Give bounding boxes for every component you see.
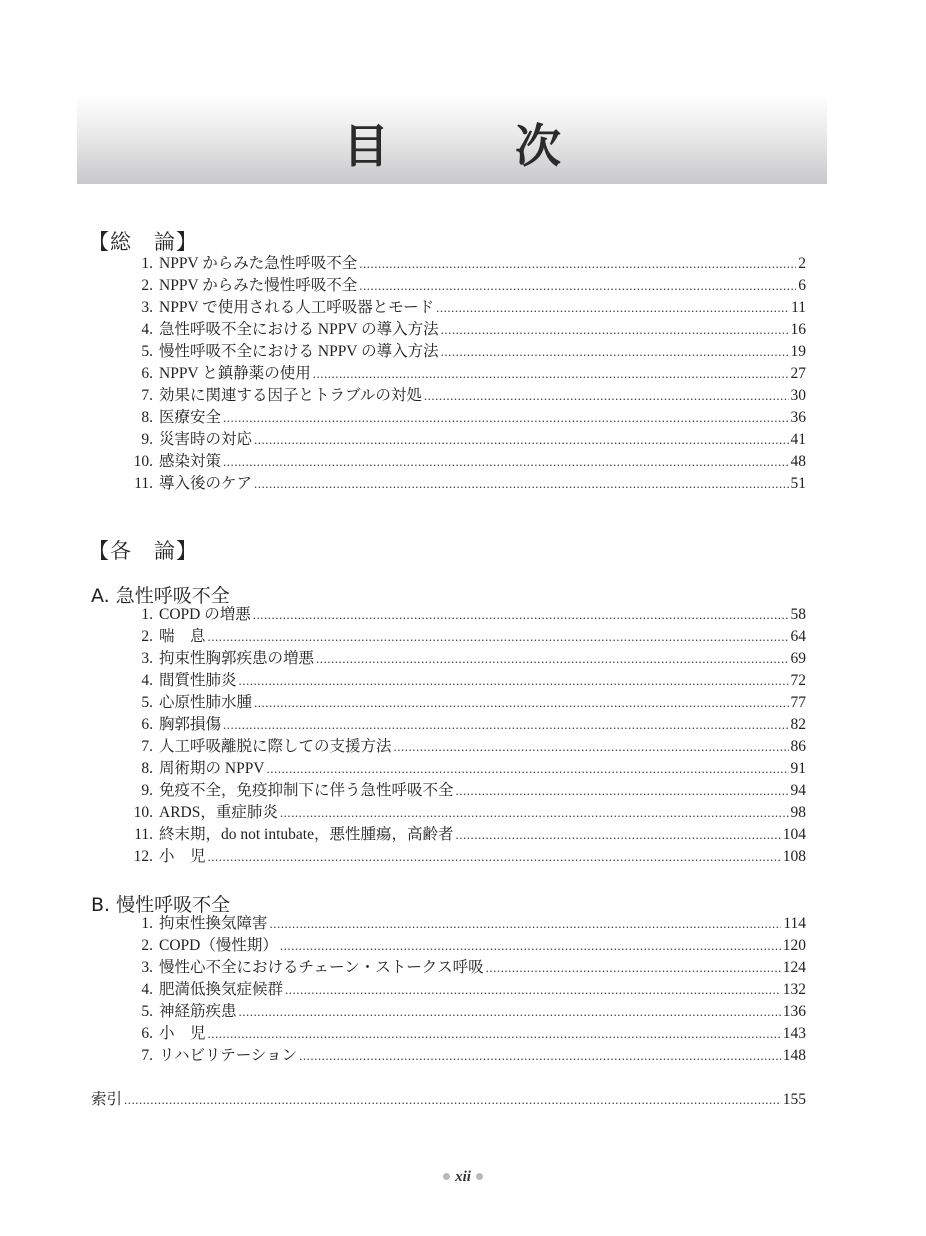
- entry-number: 4.: [141, 981, 153, 998]
- entry-number: 9.: [141, 431, 153, 448]
- toc-entry[interactable]: [91, 979, 806, 1001]
- entry-number: 6.: [141, 716, 153, 733]
- entry-page: 148: [782, 1047, 806, 1064]
- entry-page: 6: [798, 277, 806, 294]
- entry-number: 7.: [141, 1047, 153, 1064]
- entry-page: 91: [790, 760, 806, 777]
- entry-title: NPPV からみた急性呼吸不全: [159, 255, 358, 272]
- toc-entry[interactable]: [91, 297, 806, 319]
- entry-title: 災害時の対応: [159, 431, 253, 448]
- index-page: 155: [782, 1091, 806, 1108]
- entry-title: NPPV で使用される人工呼吸器とモード: [159, 299, 435, 316]
- entry-number: 3.: [141, 299, 153, 316]
- entry-number: 8.: [141, 409, 153, 426]
- entry-number: 7.: [141, 387, 153, 404]
- leader-dots: [486, 957, 781, 979]
- toc-entry[interactable]: [91, 319, 806, 341]
- toc-entry[interactable]: [91, 913, 806, 935]
- entry-title: 医療安全: [159, 409, 222, 426]
- entry-title: 小 児: [159, 1025, 206, 1042]
- toc-entry[interactable]: [91, 648, 806, 670]
- leader-dots: [316, 648, 788, 670]
- entry-page: 27: [790, 365, 806, 382]
- leader-dots: [223, 407, 788, 429]
- toc-entry[interactable]: [91, 714, 806, 736]
- leader-dots: [441, 341, 789, 363]
- entry-page: 94: [790, 782, 806, 799]
- toc-entry[interactable]: [91, 846, 806, 868]
- toc-entry[interactable]: [91, 429, 806, 451]
- entry-page: 11: [791, 299, 806, 316]
- toc-entry[interactable]: [91, 275, 806, 297]
- bullet-dot-left: [443, 1173, 450, 1180]
- leader-dots: [239, 670, 789, 692]
- entry-page: 86: [790, 738, 806, 755]
- acute-toc-list: [91, 604, 806, 868]
- toc-entry[interactable]: [91, 1023, 806, 1045]
- toc-entry[interactable]: [91, 253, 806, 275]
- entry-number: 8.: [141, 760, 153, 777]
- entry-title: 胸郭損傷: [159, 716, 222, 733]
- entry-number: 1.: [141, 255, 153, 272]
- entry-title: 人工呼吸離脱に際しての支援方法: [159, 738, 392, 755]
- leader-dots: [441, 319, 789, 341]
- entry-title: COPD（慢性期）: [159, 937, 278, 954]
- leader-dots: [239, 1001, 781, 1023]
- entry-number: 5.: [141, 694, 153, 711]
- entry-page: 108: [782, 848, 806, 865]
- entry-title: 急性呼吸不全における NPPV の導入方法: [159, 321, 439, 338]
- toc-entry[interactable]: [91, 604, 806, 626]
- leader-dots: [124, 1089, 781, 1111]
- toc-entry[interactable]: [91, 451, 806, 473]
- toc-entry[interactable]: [91, 957, 806, 979]
- leader-dots: [456, 780, 789, 802]
- toc-entry[interactable]: [91, 802, 806, 824]
- entry-number: 9.: [141, 782, 153, 799]
- entry-title: 慢性心不全におけるチェーン・ストークス呼吸: [159, 959, 484, 976]
- entry-number: 5.: [141, 343, 153, 360]
- entry-title: 心原性肺水腫: [159, 694, 253, 711]
- entry-page: 132: [782, 981, 806, 998]
- leader-dots: [254, 473, 788, 495]
- entry-page: 77: [790, 694, 806, 711]
- entry-page: 136: [782, 1003, 806, 1020]
- entry-title: 喘 息: [159, 628, 206, 645]
- entry-page: 16: [790, 321, 806, 338]
- leader-dots: [280, 802, 789, 824]
- entry-page: 51: [790, 475, 806, 492]
- entry-number: 12.: [133, 848, 153, 865]
- leader-dots: [208, 846, 781, 868]
- toc-entry[interactable]: [91, 473, 806, 495]
- entry-page: 143: [782, 1025, 806, 1042]
- toc-entry[interactable]: [91, 1045, 806, 1067]
- entry-page: 48: [790, 453, 806, 470]
- entry-number: 6.: [141, 365, 153, 382]
- entry-page: 41: [790, 431, 806, 448]
- entry-page: 36: [790, 409, 806, 426]
- leader-dots: [223, 451, 788, 473]
- entry-number: 2.: [141, 937, 153, 954]
- entry-number: 11.: [134, 826, 153, 843]
- entry-page: 64: [790, 628, 806, 645]
- entry-title: COPD の増悪: [159, 606, 251, 623]
- entry-title: 効果に関連する因子とトラブルの対処: [159, 387, 422, 404]
- chronic-subheading: B. 慢性呼吸不全: [91, 894, 231, 916]
- toc-entry[interactable]: [91, 385, 806, 407]
- leader-dots: [267, 758, 789, 780]
- entry-page: 69: [790, 650, 806, 667]
- entry-title: 慢性呼吸不全における NPPV の導入方法: [159, 343, 439, 360]
- toc-entry[interactable]: [91, 736, 806, 758]
- entry-number: 3.: [141, 650, 153, 667]
- entry-number: 6.: [141, 1025, 153, 1042]
- leader-dots: [424, 385, 789, 407]
- title-banner: [77, 96, 827, 184]
- entry-title: 周術期の NPPV: [159, 760, 265, 777]
- entry-page: 104: [782, 826, 806, 843]
- leader-dots: [456, 824, 781, 846]
- leader-dots: [359, 253, 796, 275]
- entry-title: ARDS，重症肺炎: [159, 804, 278, 821]
- toc-entry[interactable]: [91, 935, 806, 957]
- entry-number: 3.: [141, 959, 153, 976]
- page-number: xii: [455, 1169, 471, 1185]
- leader-dots: [313, 363, 789, 385]
- entry-number: 4.: [141, 672, 153, 689]
- leader-dots: [253, 604, 789, 626]
- entry-title: リハビリテーション: [159, 1047, 298, 1064]
- entry-title: NPPV からみた慢性呼吸不全: [159, 277, 358, 294]
- toc-entry[interactable]: [91, 1001, 806, 1023]
- entry-title: NPPV と鎮静薬の使用: [159, 365, 311, 382]
- leader-dots: [280, 935, 781, 957]
- bullet-dot-right: [476, 1173, 483, 1180]
- entry-page: 82: [790, 716, 806, 733]
- entry-page: 30: [790, 387, 806, 404]
- entry-number: 2.: [141, 628, 153, 645]
- toc-entry[interactable]: [91, 670, 806, 692]
- entry-page: 19: [790, 343, 806, 360]
- entry-page: 98: [790, 804, 806, 821]
- general-toc-list: [91, 253, 806, 495]
- entry-number: 5.: [141, 1003, 153, 1020]
- toc-entry[interactable]: [91, 780, 806, 802]
- leader-dots: [254, 429, 788, 451]
- entry-title: 神経筋疾患: [159, 1003, 237, 1020]
- general-section-heading: 【総 論】: [88, 230, 198, 254]
- index-entry[interactable]: [91, 1089, 806, 1111]
- leader-dots: [285, 979, 781, 1001]
- entry-page: 72: [790, 672, 806, 689]
- index-title: 索引: [91, 1091, 123, 1108]
- toc-entry[interactable]: [91, 824, 806, 846]
- entry-number: 11.: [134, 475, 153, 492]
- leader-dots: [208, 626, 789, 648]
- entry-title: 拘束性換気障害: [159, 915, 268, 932]
- entry-title: 免疫不全，免疫抑制下に伴う急性呼吸不全: [159, 782, 454, 799]
- page-title: 目 次: [343, 119, 601, 173]
- specific-section-heading: 【各 論】: [88, 539, 198, 563]
- entry-title: 感染対策: [159, 453, 222, 470]
- leader-dots: [299, 1045, 781, 1067]
- entry-page: 58: [790, 606, 806, 623]
- entry-title: 間質性肺炎: [159, 672, 237, 689]
- toc-entry[interactable]: [91, 692, 806, 714]
- leader-dots: [394, 736, 789, 758]
- leader-dots: [208, 1023, 781, 1045]
- entry-page: 2: [798, 255, 806, 272]
- acute-subheading: A. 急性呼吸不全: [91, 585, 230, 607]
- leader-dots: [359, 275, 796, 297]
- entry-number: 1.: [141, 915, 153, 932]
- page-footer: [0, 1169, 926, 1186]
- entry-page: 120: [782, 937, 806, 954]
- leader-dots: [436, 297, 789, 319]
- leader-dots: [254, 692, 788, 714]
- entry-number: 7.: [141, 738, 153, 755]
- entry-page: 124: [782, 959, 806, 976]
- toc-entry[interactable]: [91, 341, 806, 363]
- entry-number: 1.: [141, 606, 153, 623]
- leader-dots: [270, 913, 782, 935]
- entry-title: 終末期，do not intubate，悪性腫瘍，高齢者: [159, 826, 454, 843]
- toc-entry[interactable]: [91, 363, 806, 385]
- entry-title: 肥満低換気症候群: [159, 981, 284, 998]
- entry-number: 2.: [141, 277, 153, 294]
- entry-title: 拘束性胸郭疾患の増悪: [159, 650, 315, 667]
- chronic-toc-list: [91, 913, 806, 1067]
- toc-entry[interactable]: [91, 407, 806, 429]
- leader-dots: [223, 714, 788, 736]
- toc-entry[interactable]: [91, 626, 806, 648]
- entry-title: 小 児: [159, 848, 206, 865]
- entry-number: 10.: [133, 453, 153, 470]
- entry-title: 導入後のケア: [159, 475, 253, 492]
- entry-page: 114: [783, 915, 806, 932]
- entry-number: 10.: [133, 804, 153, 821]
- toc-entry[interactable]: [91, 758, 806, 780]
- entry-number: 4.: [141, 321, 153, 338]
